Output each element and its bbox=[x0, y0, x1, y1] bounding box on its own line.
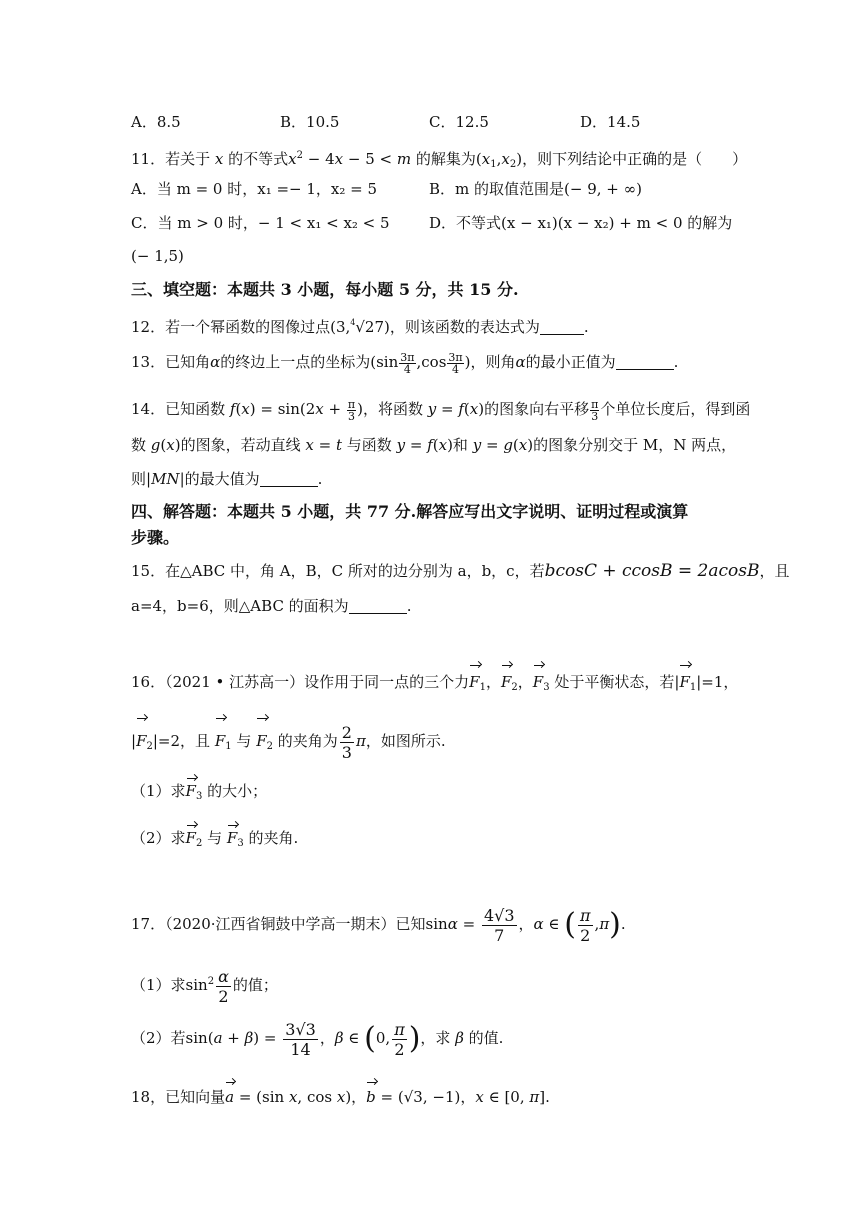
q14-answer-blank[interactable] bbox=[260, 486, 318, 487]
q11-option-d: D．不等式(x − x₁)(x − x₂) + m < 0 的解为 bbox=[429, 214, 733, 232]
q14-line1: 14．已知函数 f(x) = sin(2x + $\frac{\pi}{3}$ )，将函数 y = f(x)的图象向右平移 $\frac{\pi}{3}$ 个单位长度后，得到函 bbox=[131, 397, 751, 423]
q18: 18，已知向量a = (sin x, cos x)，b = (√3, −1)，x ∈ [0, π]. bbox=[131, 1082, 550, 1110]
q14-line2: 数 g(x)的图象，若动直线 x = t 与函数 y = f(x)和 y = g(x)的图象分别交于 M，N 两点， bbox=[131, 436, 737, 454]
q11-stem: 11．若关于 x 的不等式$x^2 - 4x - 5 < m$ 的解集为$(x_1,x_2)$，则下列结论中正确的是（ ） bbox=[131, 150, 748, 170]
q15-line2: a=4，b=6，则△ABC 的面积为 . bbox=[131, 597, 412, 615]
q10-option-d: D．14.5 bbox=[580, 113, 641, 131]
q10-option-c: C．12.5 bbox=[429, 113, 489, 131]
q15-line1: 15．在△ABC 中，角 A，B，C 所对的边分别为 a，b，c，若bcosC + ccosB = 2acosB，且 bbox=[131, 561, 790, 581]
q16-part2: （2）求$F_2$ 与 $F_3$ 的夹角. bbox=[131, 825, 298, 855]
q12-answer-blank[interactable] bbox=[540, 334, 584, 335]
q11-option-a: A．当 m = 0 时，x₁ =− 1，x₂ = 5 bbox=[131, 180, 378, 198]
q10-option-b: B．10.5 bbox=[280, 113, 340, 131]
q15-answer-blank[interactable] bbox=[349, 613, 407, 614]
q17-part1: （1）求$\sin^2$ $\frac{\alpha}{2}$ 的值； bbox=[131, 966, 278, 1006]
q11-option-b: B．m 的取值范围是(− 9, + ∞) bbox=[429, 180, 642, 198]
q16-line1: 16．（2021 • 江苏高一）设作用于同一点的三个力$F_1$，$F_2$，$F_3$ 处于平衡状态，若$|F_1|=1$， bbox=[131, 665, 738, 703]
q13: 13．已知角α的终边上一点的坐标为(sin $\frac{3\pi}{4}$ ,cos $\frac{3\pi}{4}$ )，则角α的最小正值为 . bbox=[131, 350, 679, 376]
q17-part2: （2）若sin(a + β) = $\frac{3√3}{14}$ ，β ∈ (0, $\frac{\pi}{2}$ )，求 β 的值. bbox=[131, 1019, 504, 1059]
q17-line1: 17．（2020·江西省铜鼓中学高一期末）已知sinα = $\frac{4√3}{7}$ ，α ∈ ( $\frac{\pi}{2}$ ,π). bbox=[131, 905, 626, 945]
q11-option-d-continued: (− 1,5) bbox=[131, 247, 184, 265]
q14-line3: 则|MN|的最大值为 . bbox=[131, 470, 323, 488]
section3-title: 三、填空题：本题共 3 小题，每小题 5 分，共 15 分. bbox=[131, 280, 519, 299]
section4-title-line1: 四、解答题：本题共 5 小题，共 77 分.解答应写出文字说明、证明过程或演算 bbox=[131, 502, 689, 521]
q12: 12．若一个幂函数的图像过点(3,$^4$√27)，则该函数的表达式为 . bbox=[131, 318, 589, 336]
section4-title-line2: 步骤。 bbox=[131, 528, 180, 547]
q10-option-a: A．8.5 bbox=[131, 113, 181, 131]
q16-line2: $|F_2|=2$，且 $F_1$ 与 $F_2$ 的夹角为 $\frac{2}{3}$ π，如图所示. bbox=[131, 718, 446, 768]
q13-answer-blank[interactable] bbox=[616, 369, 674, 370]
q11-option-c: C．当 m > 0 时，− 1 < x₁ < x₂ < 5 bbox=[131, 214, 390, 232]
q16-part1: （1）求$F_3$ 的大小； bbox=[131, 778, 267, 808]
